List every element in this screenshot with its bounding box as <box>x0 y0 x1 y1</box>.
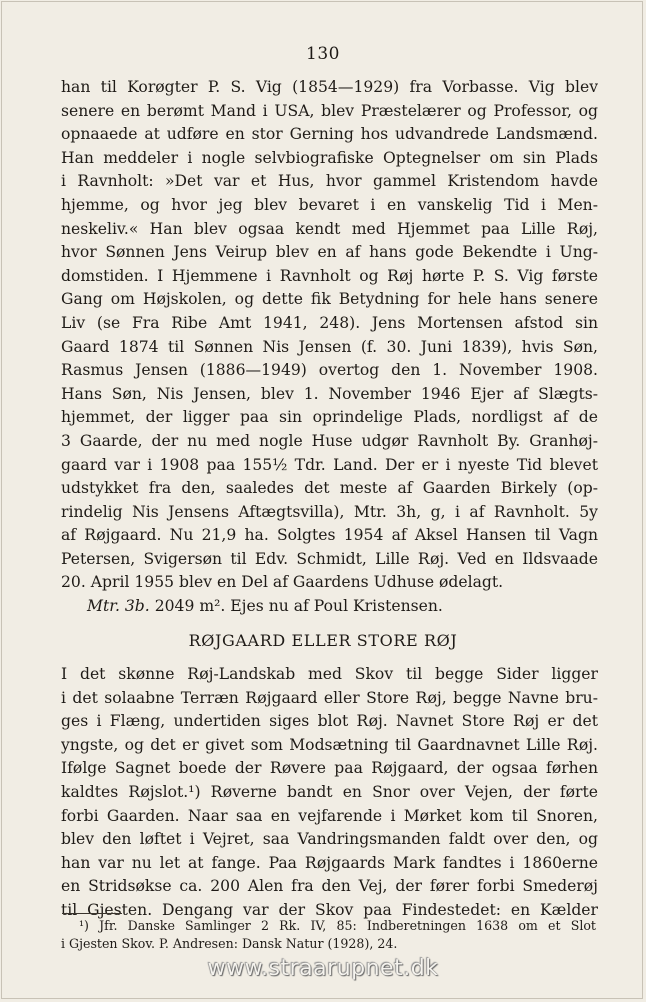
text-line: til Gjesten. Dengang var der Skov paa Findestedet: en Kælder <box>61 900 598 919</box>
text-line: en Stridsøkse ca. 200 Alen fra den Vej, der fører forbi Smederøj <box>61 877 598 896</box>
page-number: 130 <box>306 44 340 64</box>
footnotes <box>61 917 596 953</box>
paragraph-2 <box>61 663 598 923</box>
text-line: opnaaede at udføre en stor Gerning hos udvandrede Landsmænd. <box>61 125 598 144</box>
text-line: kaldtes Røjslot.¹) Røverne bandt en Snor over Vejen, der førte <box>61 782 598 801</box>
paragraph-1 <box>61 76 598 619</box>
text-line: han var nu let at fange. Paa Røjgaards Mark fandtes i 1860erne <box>61 853 598 872</box>
text-line: forbi Gaarden. Naar saa en vejfarende i Mørket kom til Snoren, <box>61 806 598 825</box>
text-line: udstykket fra den, saaledes det meste af Gaarden Birkely (op- <box>61 479 598 498</box>
text-line: Ifølge Sagnet boede der Røvere paa Røjgaard, der ogsaa førhen <box>61 759 598 778</box>
text-line: 20. April 1955 blev en Del af Gaardens Udhuse ødelagt. <box>61 573 504 592</box>
text-line: hjemme, og hvor jeg blev bevaret i en vanskelig Tid i Men- <box>61 195 598 214</box>
watermark: www.straarupnet.dk <box>207 956 439 981</box>
text-line: hjemmet, der ligger paa sin oprindelige Plads, nordligst af de <box>61 408 598 427</box>
text-line: 3 Gaarde, der nu med nogle Huse udgør Ravnholt By. Granhøj- <box>61 431 598 450</box>
mtr-label: Mtr. 3b. <box>87 597 150 616</box>
text-line: Petersen, Svigersøn til Edv. Schmidt, Lille Røj. Ved en Ildsvaade <box>61 549 598 568</box>
text-line: ges i Flæng, undertiden siges blot Røj. Navnet Store Røj er det <box>61 712 598 731</box>
section-title: RØJGAARD ELLER STORE RØJ <box>188 631 458 650</box>
footnote-rule <box>62 913 122 914</box>
text-line: Gaard 1874 til Sønnen Nis Jensen (f. 30. Juni 1839), hvis Søn, <box>61 337 598 356</box>
mtr-line <box>61 595 598 619</box>
text-line: Liv (se Fra Ribe Amt 1941, 248). Jens Mortensen afstod sin <box>61 313 598 332</box>
text-line: Gang om Højskolen, og dette fik Betydning for hele hans senere <box>61 290 598 309</box>
text-line: af Røjgaard. Nu 21,9 ha. Solgtes 1954 af Aksel Hansen til Vagn <box>61 526 598 545</box>
text-line: i Ravnholt: »Det var et Hus, hvor gammel Kristendom havde <box>61 172 598 191</box>
text-line: blev den løftet i Vejret, saa Vandringsmanden faldt over den, og <box>61 830 598 849</box>
text-line: rindelig Nis Jensens Aftægtsvilla), Mtr. 3h, g, i af Ravnholt. 5y <box>61 502 598 521</box>
text-line: gaard var i 1908 paa 155½ Tdr. Land. Der er i nyeste Tid blevet <box>61 455 598 474</box>
text-line: domstiden. I Hjemmene i Ravnholt og Røj hørte P. S. Vig første <box>61 266 598 285</box>
text-line: hvor Sønnen Jens Veirup blev en af hans gode Bekendte i Ung- <box>61 243 598 262</box>
footnote-line: i Gjesten Skov. P. Andresen: Dansk Natur (1928), 24. <box>61 936 398 951</box>
text-line: Rasmus Jensen (1886—1949) overtog den 1. November 1908. <box>61 361 598 380</box>
text-line: senere en berømt Mand i USA, blev Præstelærer og Professor, og <box>61 101 598 120</box>
mtr-text: 2049 m². Ejes nu af Poul Kristensen. <box>149 597 443 616</box>
text-line: I det skønne Røj-Landskab med Skov til begge Sider ligger <box>61 665 598 683</box>
footnote-line: ¹) Jfr. Danske Samlinger 2 Rk. IV, 85: Indberetningen 1638 om et Slot <box>79 918 596 933</box>
text-line: han til Korøgter P. S. Vig (1854—1929) fra Vorbasse. Vig blev <box>61 78 598 96</box>
text-line: Han meddeler i nogle selvbiografiske Optegnelser om sin Plads <box>61 148 598 167</box>
text-line: neskeliv.« Han blev ogsaa kendt med Hjemmet paa Lille Røj, <box>61 219 598 238</box>
text-line: i det solaabne Terræn Røjgaard eller Store Røj, begge Navne bru- <box>61 688 598 707</box>
text-line: yngste, og det er givet som Modsætning til Gaardnavnet Lille Røj. <box>61 735 598 754</box>
text-line: Hans Søn, Nis Jensen, blev 1. November 1946 Ejer af Slægts- <box>61 384 598 403</box>
